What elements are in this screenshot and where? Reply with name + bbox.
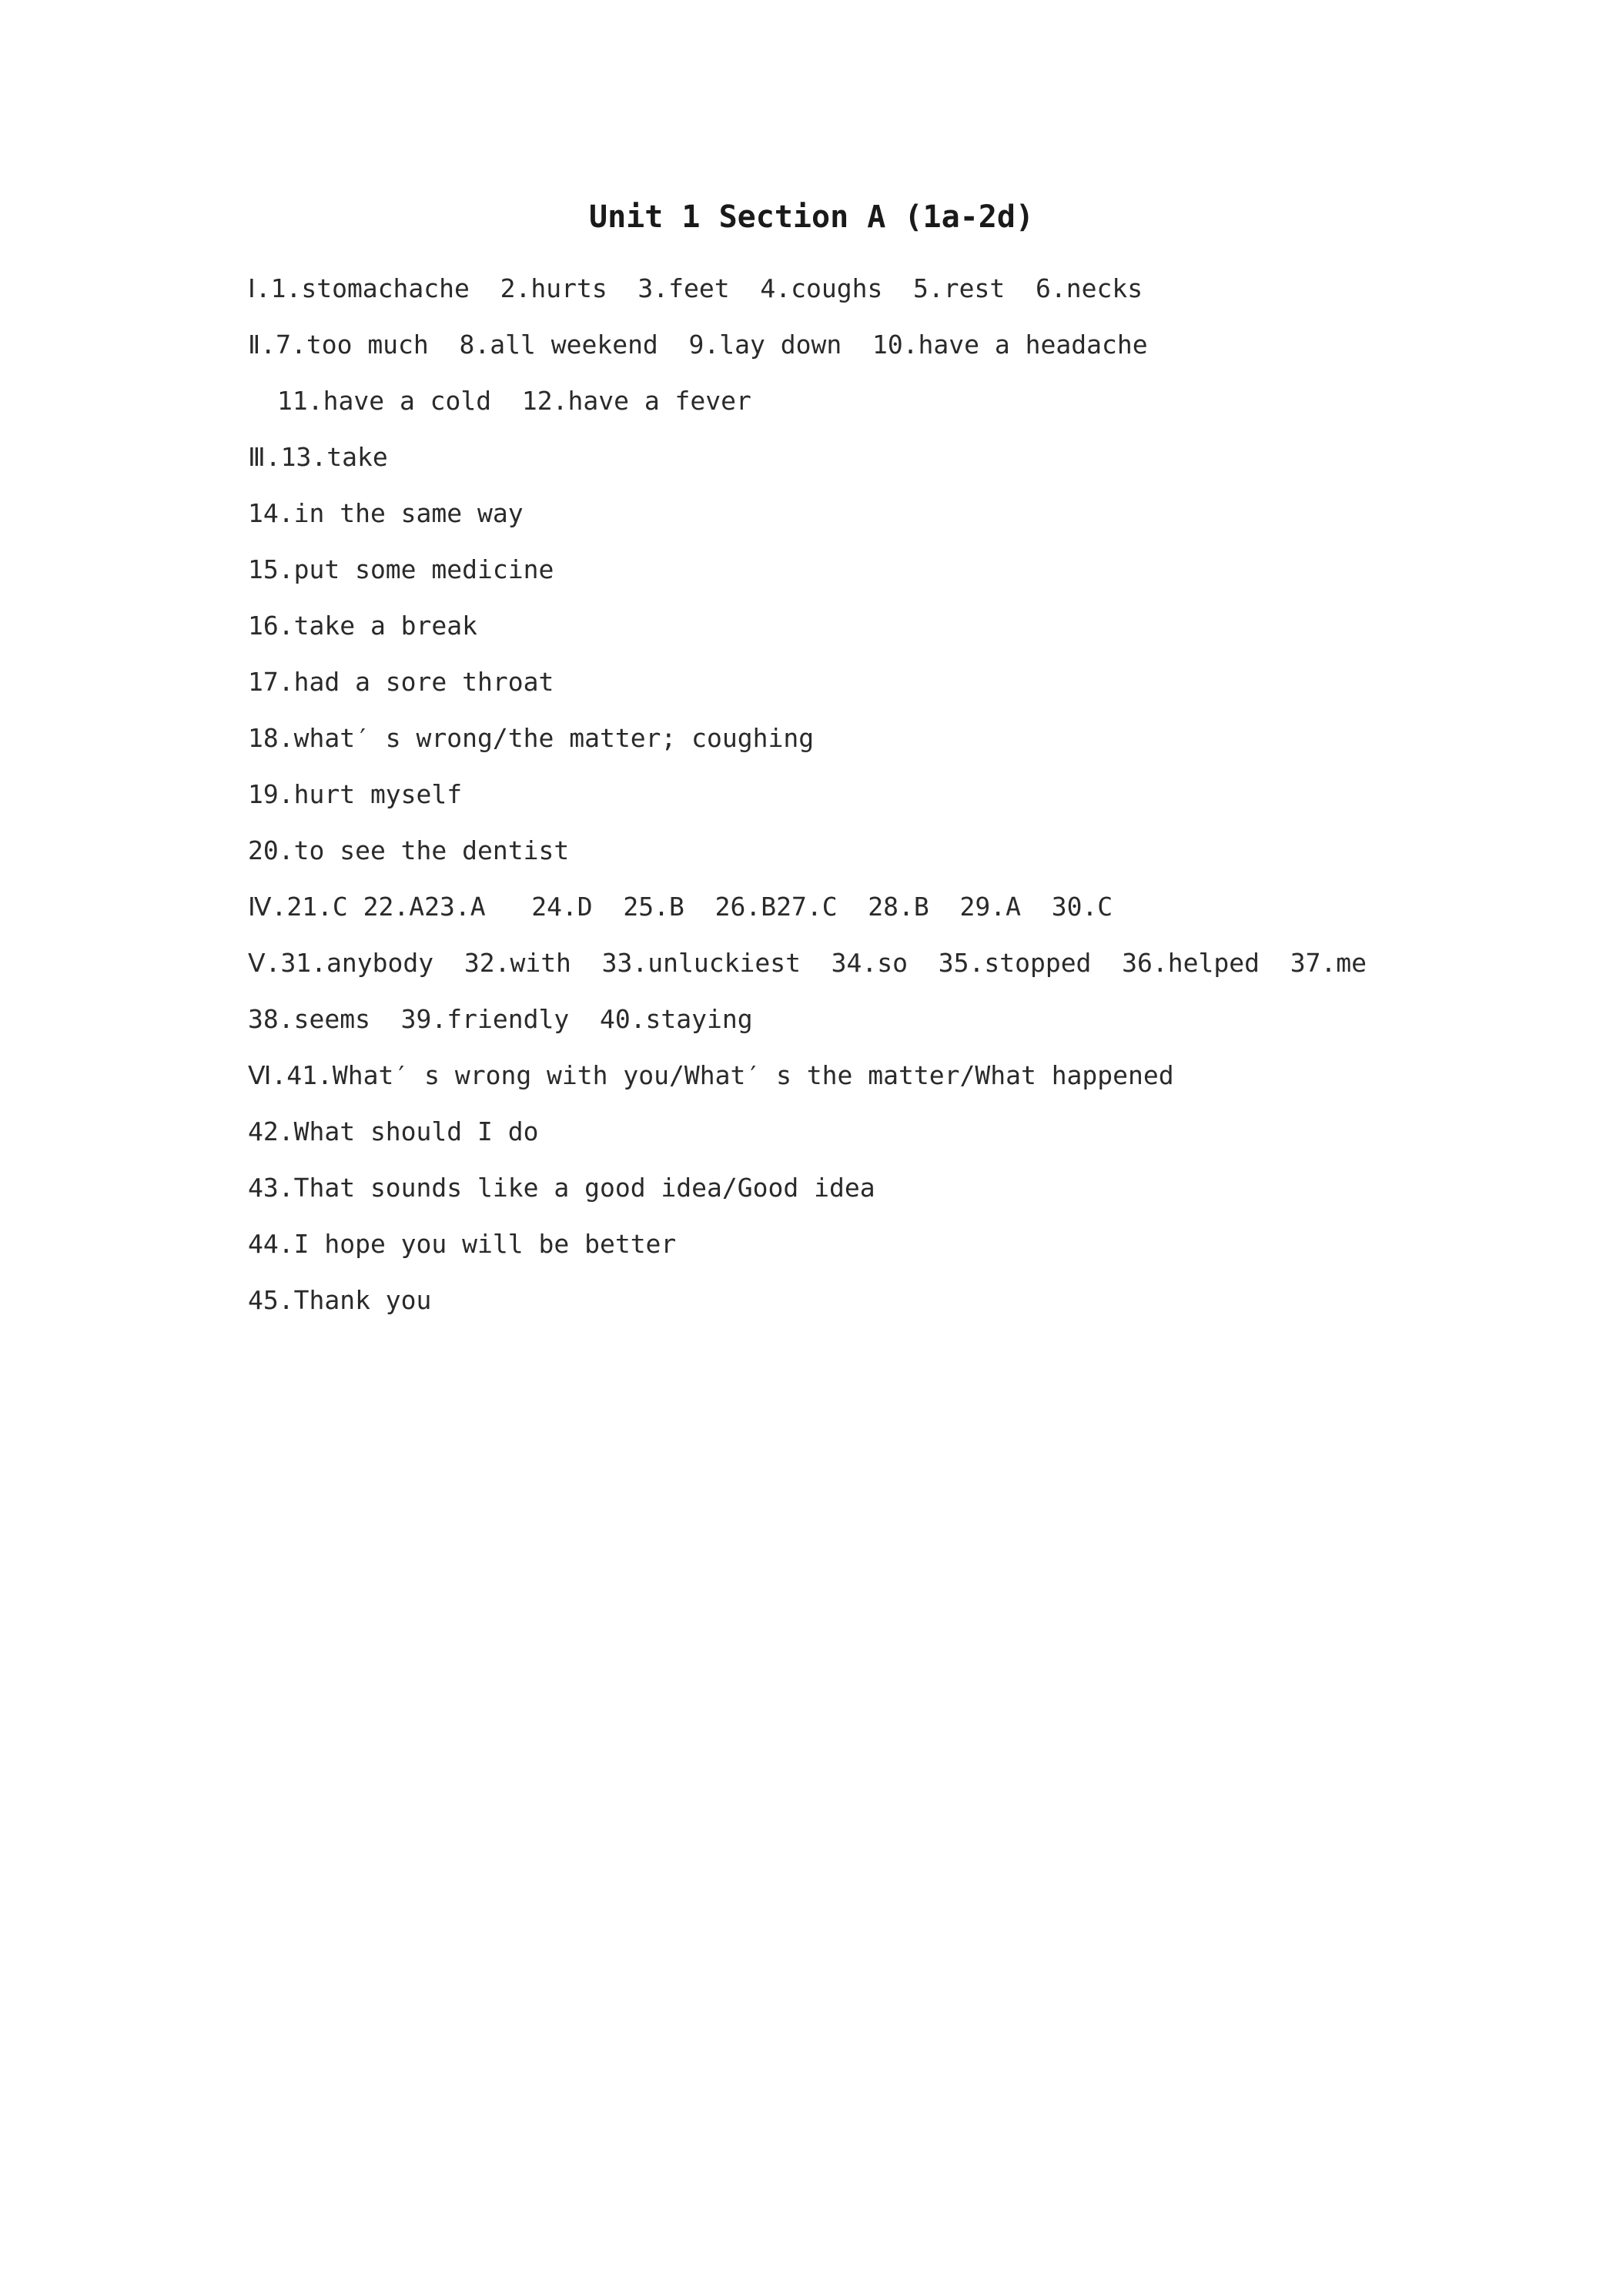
answer-line-44: 44.I hope you will be better bbox=[248, 1229, 677, 1259]
answer-line-section-3: Ⅲ.13.take bbox=[248, 442, 388, 472]
answer-line-14: 14.in the same way bbox=[248, 498, 524, 528]
answer-line-15: 15.put some medicine bbox=[248, 554, 554, 584]
answer-line-section-5-continued: 38.seems 39.friendly 40.staying bbox=[248, 1004, 753, 1034]
answer-line-section-2: Ⅱ.7.too much 8.all weekend 9.lay down 10.have a headache bbox=[248, 330, 1148, 360]
answer-line-42: 42.What should I do bbox=[248, 1116, 539, 1146]
answer-line-section-1: Ⅰ.1.stomachache 2.hurts 3.feet 4.coughs 5.rest 6.necks bbox=[248, 273, 1143, 303]
answer-line-43: 43.That sounds like a good idea/Good idea bbox=[248, 1173, 875, 1203]
answer-list bbox=[248, 260, 1480, 1328]
answer-line-section-4: Ⅳ.21.C 22.A23.A 24.D 25.B 26.B27.C 28.B 29.A 30.C bbox=[248, 892, 1113, 922]
answer-line-section-2-continued: 11.have a cold 12.have a fever bbox=[277, 386, 751, 416]
page-title: Unit 1 Section A (1a-2d) bbox=[589, 199, 1034, 235]
answer-line-16: 16.take a break bbox=[248, 611, 478, 641]
answer-line-45: 45.Thank you bbox=[248, 1285, 432, 1315]
answer-line-section-6: Ⅵ.41.What′ s wrong with you/What′ s the matter/What happened bbox=[248, 1060, 1174, 1090]
answer-line-18: 18.what′ s wrong/the matter; coughing bbox=[248, 723, 815, 753]
answer-line-20: 20.to see the dentist bbox=[248, 835, 570, 865]
answer-line-17: 17.had a sore throat bbox=[248, 667, 554, 697]
answer-line-section-5: Ⅴ.31.anybody 32.with 33.unluckiest 34.so 35.stopped 36.helped 37.me bbox=[248, 948, 1367, 978]
answer-line-19: 19.hurt myself bbox=[248, 779, 463, 809]
